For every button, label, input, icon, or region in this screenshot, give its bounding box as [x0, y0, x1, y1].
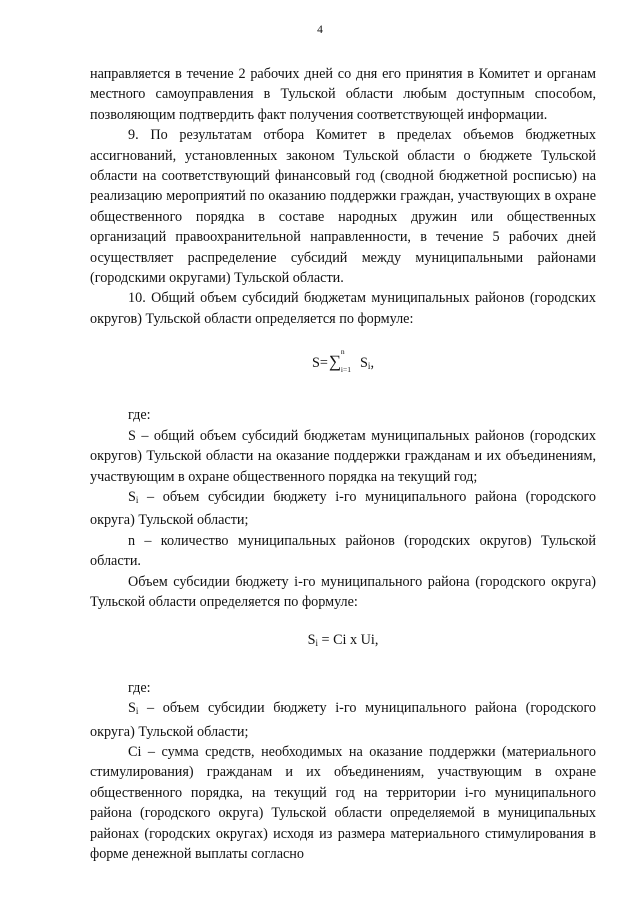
sigma-lower-limit: i=1: [340, 365, 351, 375]
definition-si: $S_i$ – объем субсидии бюджету i-го муниципального района (городского округа) Тульской области;: [90, 488, 596, 529]
formula2-lhs: S: [307, 632, 316, 649]
formula2-lhs-subscript: i: [315, 638, 318, 649]
formula-term-subscript: i: [367, 361, 371, 372]
definition-si-2: $S_i$ – объем субсидии бюджету i-го муниципального района (городского округа) Тульской области;: [90, 700, 596, 740]
document-body: [90, 64, 596, 864]
sigma-upper-limit: n: [340, 347, 345, 357]
definition-n: n – количество муниципальных районов (городских округов) Тульской области.: [90, 532, 596, 570]
formula-term: S: [360, 355, 368, 372]
definition-ci: Ci – сумма средств, необходимых на оказание поддержки (материального стимулирования) гражданам и их объединениям, участвующим в охране общественного порядка, на текущий год на территории i-го муниципального района (городского округа) Тульской области определяемой в муниципальных районах (городских округах) исходя из размера материального стимулирования в форме денежной выплаты согласно: [90, 743, 596, 862]
formula-tail: ,: [370, 355, 374, 372]
formula-total-sum: [90, 347, 596, 375]
sigma-symbol: ∑ n i=1: [328, 347, 351, 375]
where-label-2: где:: [128, 679, 151, 696]
formula2-rhs: = Ci x Ui,: [317, 632, 379, 649]
paragraph-continuation: направляется в течение 2 рабочих дней со дня его принятия в Комитет и органам местного самоуправления в Тульской области любым доступным способом, позволяющим подтвердить факт получения соответствующей информации.: [90, 66, 596, 123]
page-number: 4: [317, 24, 323, 36]
formula-subsidy: [90, 630, 596, 653]
definition-s: S – общий объем субсидий бюджетам муниципальных районов (городских округов) Тульской области на оказание поддержки гражданам и их объединениям, участвующим в охране общественного порядка на текущий год;: [90, 427, 596, 485]
paragraph-item-9: 9. По результатам отбора Комитет в пределах объемов бюджетных ассигнований, установленных законом Тульской области о бюджете Тульской области на соответствующий финансовый год (сводной бюджетной росписью) на реализацию мероприятий по оказанию поддержки граждан, участвующих в охране общественного порядка в составе народных дружин или общественных организаций правоохранительной направленности, в течение 5 рабочих дней осуществляет распределение субсидий между муниципальными районами (городскими округами) Тульской области.: [90, 127, 596, 287]
paragraph-item-10: 10. Общий объем субсидий бюджетам муниципальных районов (городских округов) Тульской области определяется по формуле:: [90, 290, 596, 327]
formula-lhs: S=: [312, 355, 328, 372]
paragraph-subsidy-formula-intro: Объем субсидии бюджету i-го муниципального района (городского округа) Тульской области определяется по формуле:: [90, 573, 596, 610]
where-label: где:: [128, 407, 151, 424]
